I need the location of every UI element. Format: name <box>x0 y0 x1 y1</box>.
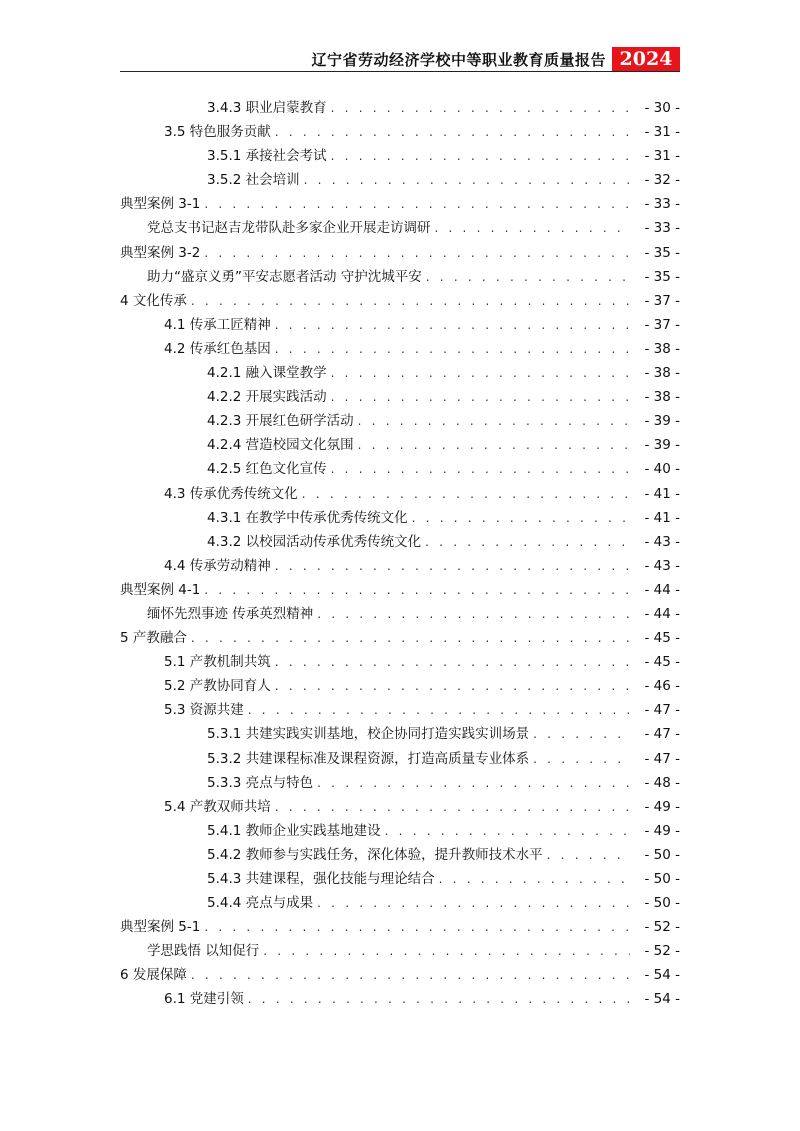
toc-entry[interactable] <box>120 939 680 963</box>
toc-entry[interactable] <box>120 915 680 939</box>
dot-leader <box>275 342 630 356</box>
header-divider <box>120 71 680 72</box>
dot-leader <box>191 968 630 982</box>
toc-entry-title: 助力“盛京义勇”平安志愿者活动 守护沈城平安 <box>147 268 422 285</box>
dot-leader <box>191 294 630 308</box>
toc-entry[interactable] <box>120 963 680 987</box>
toc-entry[interactable] <box>120 313 680 337</box>
toc-entry[interactable] <box>120 891 680 915</box>
dot-leader <box>275 125 630 139</box>
toc-entry[interactable] <box>120 795 680 819</box>
toc-entry[interactable] <box>120 409 680 433</box>
toc-entry-title: 5.1 产教机制共筑 <box>164 654 271 671</box>
toc-page-number: - 49 - <box>644 822 680 839</box>
dot-leader <box>248 703 630 717</box>
toc-page-number: - 44 - <box>644 605 680 622</box>
toc-page-number: - 49 - <box>644 798 680 815</box>
toc-page-number: - 52 - <box>644 943 680 960</box>
toc-entry-title: 5.2 产教协同育人 <box>164 678 271 695</box>
toc-entry-title: 4.2.3 开展红色研学活动 <box>207 413 354 430</box>
toc-entry[interactable] <box>120 216 680 240</box>
toc-entry[interactable] <box>120 987 680 1011</box>
dot-leader <box>248 992 630 1006</box>
dot-leader <box>304 173 630 187</box>
toc-page-number: - 54 - <box>644 991 680 1008</box>
toc-entry-title: 6.1 党建引领 <box>164 991 244 1008</box>
toc-page-number: - 32 - <box>644 172 680 189</box>
toc-entry[interactable] <box>120 843 680 867</box>
toc-entry[interactable] <box>120 747 680 771</box>
toc-page-number: - 39 - <box>644 413 680 430</box>
toc-entry-title: 5.4.2 教师参与实践任务，深化体验，提升教师技术水平 <box>207 846 543 863</box>
toc-page-number: - 50 - <box>644 871 680 887</box>
toc-entry[interactable] <box>120 433 680 457</box>
toc-entry-title: 3.5 特色服务贡献 <box>164 124 271 141</box>
page-header <box>120 47 680 71</box>
toc-page-number: - 38 - <box>644 389 680 406</box>
dot-leader <box>275 679 630 693</box>
dot-leader <box>439 872 630 886</box>
toc-page-number: - 41 - <box>644 509 680 526</box>
toc-entry[interactable] <box>120 120 680 144</box>
toc-entry[interactable] <box>120 771 680 795</box>
dot-leader <box>331 462 630 476</box>
dot-leader <box>275 318 630 332</box>
toc-entry[interactable] <box>120 385 680 409</box>
toc-entry[interactable] <box>120 192 680 216</box>
year-badge: 2024 <box>612 47 680 71</box>
toc-entry-title: 党总支书记赵吉龙带队赴多家企业开展走访调研 <box>147 220 431 237</box>
toc-page-number: - 45 - <box>644 630 680 647</box>
toc-entry-title: 4.3.2 以校园活动传承优秀传统文化 <box>207 533 422 550</box>
toc-entry-title: 5.3.1 共建实践实训基地，校企协同打造实践实训场景 <box>207 726 530 743</box>
dot-leader <box>358 438 630 452</box>
toc-page-number: - 47 - <box>644 726 680 743</box>
dot-leader <box>533 752 630 766</box>
toc-page-number: - 33 - <box>644 196 680 213</box>
dot-leader <box>317 776 630 790</box>
toc-entry[interactable] <box>120 457 680 481</box>
dot-leader <box>263 944 630 958</box>
toc-entry-title: 3.5.2 社会培训 <box>207 172 300 189</box>
toc-page-number: - 35 - <box>644 244 680 261</box>
dot-leader <box>331 390 630 404</box>
toc-page-number: - 38 - <box>644 340 680 357</box>
dot-leader <box>275 800 630 814</box>
toc-page-number: - 37 - <box>644 316 680 333</box>
toc-entry[interactable] <box>120 602 680 626</box>
toc-entry-title: 4.3.1 在教学中传承优秀传统文化 <box>207 509 408 526</box>
dot-leader <box>412 511 630 525</box>
toc-entry[interactable] <box>120 289 680 313</box>
toc-entry-title: 4.2.5 红色文化宣传 <box>207 461 327 478</box>
toc-entry[interactable] <box>120 819 680 843</box>
dot-leader <box>425 535 630 549</box>
dot-leader <box>331 149 630 163</box>
toc-entry[interactable] <box>120 241 680 265</box>
toc-entry[interactable] <box>120 867 680 891</box>
toc-entry-title: 6 发展保障 <box>120 967 187 984</box>
toc-entry[interactable] <box>120 144 680 168</box>
toc-page-number: - 50 - <box>644 846 680 863</box>
toc-entry-title: 典型案例 4-1 <box>120 581 201 598</box>
toc-page-number: - 47 - <box>644 750 680 767</box>
toc-entry-title: 5.4.1 教师企业实践基地建设 <box>207 822 381 839</box>
toc-entry-title: 典型案例 3-2 <box>120 244 201 261</box>
toc-entry-title: 4.4 传承劳动精神 <box>164 557 271 574</box>
toc-entry[interactable] <box>120 265 680 289</box>
dot-leader <box>317 607 630 621</box>
toc-page-number: - 47 - <box>644 702 680 719</box>
toc-entry-title: 5.3.2 共建课程标准及课程资源，打造高质量专业体系 <box>207 750 530 767</box>
toc-entry-title: 5.4 产教双师共培 <box>164 798 271 815</box>
toc-entry-title: 5.4.4 亮点与成果 <box>207 895 314 912</box>
dot-leader <box>358 414 630 428</box>
toc-page-number: - 30 - <box>644 100 680 116</box>
dot-leader <box>435 221 631 235</box>
toc-entry-title: 4.3 传承优秀传统文化 <box>164 485 298 502</box>
dot-leader <box>547 848 630 862</box>
toc-page-number: - 35 - <box>644 268 680 285</box>
dot-leader <box>331 101 630 115</box>
toc-page-number: - 43 - <box>644 533 680 550</box>
toc-entry-title: 缅怀先烈事迹 传承英烈精神 <box>147 605 314 622</box>
toc-entry-title: 3.5.1 承接社会考试 <box>207 148 327 165</box>
dot-leader <box>275 655 630 669</box>
dot-leader <box>204 197 630 211</box>
table-of-contents <box>120 96 680 1012</box>
dot-leader <box>204 246 630 260</box>
toc-page-number: - 31 - <box>644 124 680 141</box>
toc-entry[interactable] <box>120 722 680 746</box>
toc-entry-title: 4.2.4 营造校园文化氛围 <box>207 437 354 454</box>
toc-entry[interactable] <box>120 168 680 192</box>
toc-entry[interactable] <box>120 578 680 602</box>
toc-entry-title: 学思践悟 以知促行 <box>147 943 260 960</box>
toc-page-number: - 45 - <box>644 654 680 671</box>
toc-entry-title: 典型案例 5-1 <box>120 919 201 936</box>
toc-entry[interactable] <box>120 674 680 698</box>
toc-entry-title: 5.3 资源共建 <box>164 702 244 719</box>
toc-page-number: - 37 - <box>644 292 680 309</box>
dot-leader <box>385 824 630 838</box>
toc-entry-title: 典型案例 3-1 <box>120 196 201 213</box>
toc-page-number: - 43 - <box>644 557 680 574</box>
toc-page-number: - 46 - <box>644 678 680 695</box>
dot-leader <box>533 727 630 741</box>
toc-entry-title: 4.1 传承工匠精神 <box>164 316 271 333</box>
toc-entry[interactable] <box>120 530 680 554</box>
toc-page-number: - 50 - <box>644 895 680 912</box>
toc-entry[interactable] <box>120 361 680 385</box>
toc-page-number: - 54 - <box>644 967 680 984</box>
dot-leader <box>317 896 630 910</box>
toc-entry-title: 3.4.3 职业启蒙教育 <box>207 100 327 116</box>
dot-leader <box>331 366 630 380</box>
toc-page-number: - 40 - <box>644 461 680 478</box>
toc-entry[interactable] <box>120 698 680 722</box>
dot-leader <box>426 270 630 284</box>
report-title: 辽宁省劳动经济学校中等职业教育质量报告 <box>311 51 606 69</box>
toc-page-number: - 38 - <box>644 365 680 382</box>
toc-entry[interactable] <box>120 650 680 674</box>
dot-leader <box>302 487 630 501</box>
toc-entry[interactable] <box>120 96 680 120</box>
toc-entry-title: 5 产教融合 <box>120 630 187 647</box>
dot-leader <box>191 631 630 645</box>
dot-leader <box>204 583 630 597</box>
toc-page-number: - 44 - <box>644 581 680 598</box>
toc-page-number: - 39 - <box>644 437 680 454</box>
toc-page-number: - 33 - <box>644 220 680 237</box>
toc-page-number: - 41 - <box>644 485 680 502</box>
dot-leader <box>204 920 630 934</box>
toc-page-number: - 31 - <box>644 148 680 165</box>
toc-entry-title: 5.4.3 共建课程，强化技能与理论结合 <box>207 871 435 887</box>
toc-entry-title: 4 文化传承 <box>120 292 187 309</box>
toc-entry-title: 4.2.2 开展实践活动 <box>207 389 327 406</box>
dot-leader <box>275 559 630 573</box>
toc-page-number: - 52 - <box>644 919 680 936</box>
toc-entry[interactable] <box>120 554 680 578</box>
toc-entry[interactable] <box>120 626 680 650</box>
toc-entry[interactable] <box>120 337 680 361</box>
toc-entry[interactable] <box>120 506 680 530</box>
toc-entry-title: 5.3.3 亮点与特色 <box>207 774 314 791</box>
toc-entry-title: 4.2.1 融入课堂教学 <box>207 365 327 382</box>
toc-page-number: - 48 - <box>644 774 680 791</box>
toc-entry[interactable] <box>120 482 680 506</box>
toc-entry-title: 4.2 传承红色基因 <box>164 340 271 357</box>
